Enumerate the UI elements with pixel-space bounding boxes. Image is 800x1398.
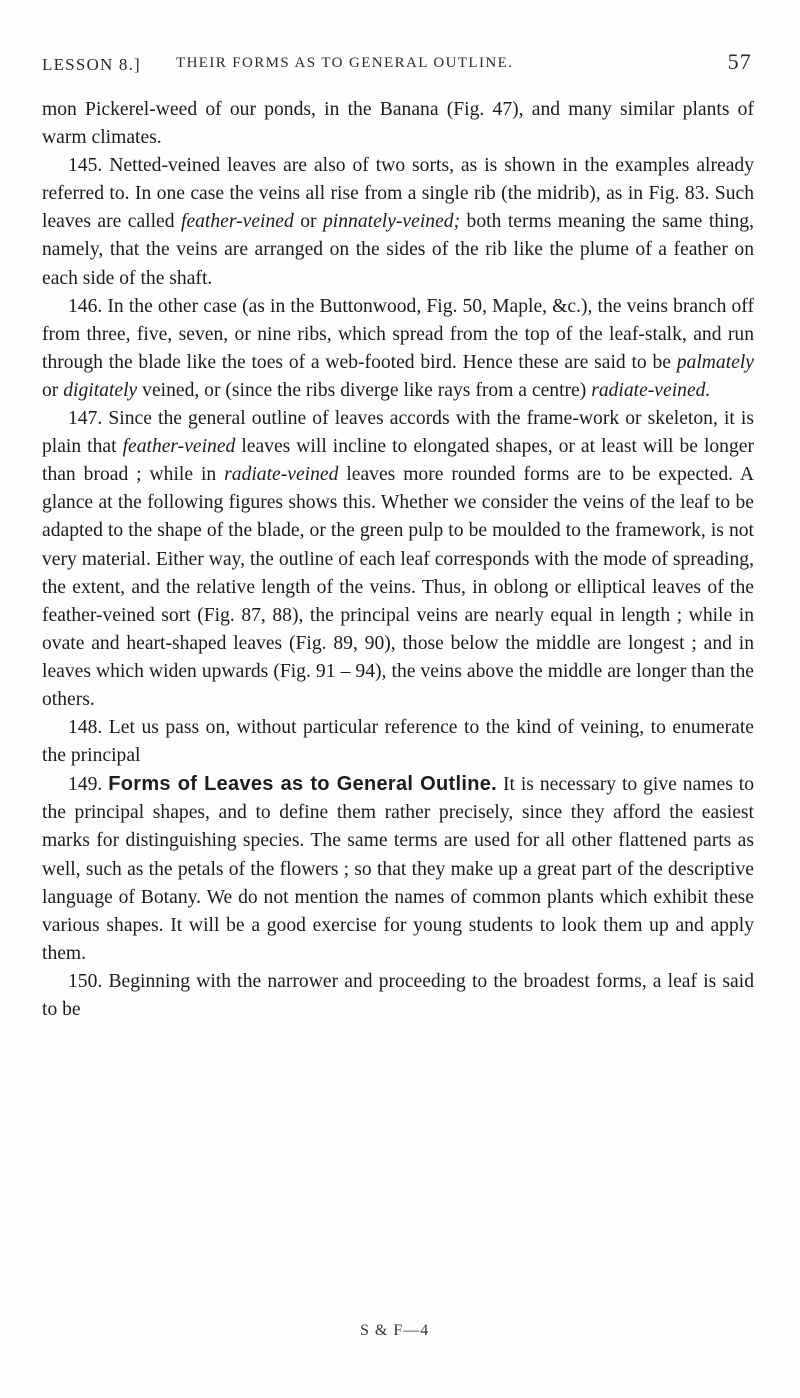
chapter-title: THEIR FORMS AS TO GENERAL OUTLINE. (176, 55, 514, 71)
page-number: 57 (727, 49, 752, 74)
running-head (42, 49, 752, 95)
printer-signature: S & F—4 (360, 1322, 430, 1339)
paragraph-146: 146. In the other case (as in the Buttonwood, Fig. 50, Maple, &c.), the veins branch off from three, five, seven, or nine ribs, which spread from the top of the leaf-stalk, and run through the blade like the toes of a web-footed bird. Hence these are said to be palmately or digitately veined, or (since the ribs diverge like rays from a centre) radiate-veined. (42, 295, 754, 401)
paragraph-149: 149. Forms of Leaves as to General Outline. It is necessary to give names to the principal shapes, and to define them rather precisely, since they afford the easiest marks for distinguishing species. The same terms are used for all other flattened parts as well, such as the petals of the flowers ; so that they make up a great part of the descriptive language of Botany. We do not mention the names of common plants which exhibit these various shapes. It will be a good exercise for young students to look them up and apply them. (42, 773, 754, 964)
paragraph-147: 147. Since the general outline of leaves accords with the frame-work or skeleton, it is plain that feather-veined leaves will incline to elongated shapes, or at least will be longer than broad ; while in radiate-veined leaves more rounded forms are to be expected. A glance at the following figures shows this. Whether we consider the veins of the leaf to be adapted to the shape of the blade, or the green pulp to be moulded to the framework, is not very material. Either way, the outline of each leaf corresponds with the mode of spreading, the extent, and the relative length of the veins. Thus, in oblong or elliptical leaves of the feather-veined sort (Fig. 87, 88), the principal veins are nearly equal in length ; while in ovate and heart-shaped leaves (Fig. 89, 90), those below the middle are longest ; and in leaves which widen upwards (Fig. 91 – 94), the veins above the middle are longer than the others. (42, 408, 754, 710)
paragraph-continuation: mon Pickerel-weed of our ponds, in the Banana (Fig. 47), and many similar plants of warm climates. (42, 99, 754, 149)
paragraph-148: 148. Let us pass on, without particular reference to the kind of veining, to enumerate the principal (42, 717, 754, 767)
body-text (42, 96, 754, 1024)
paragraph-150: 150. Beginning with the narrower and proceeding to the broadest forms, a leaf is said to be (42, 970, 754, 1020)
section-heading: Forms of Leaves as to General Outline. (108, 773, 498, 796)
paragraph-145: 145. Netted-veined leaves are also of two sorts, as is shown in the examples already referred to. In one case the veins all rise from a single rib (the midrib), as in Fig. 83. Such leaves are called feather-veined or pinnately-veined; both terms meaning the same thing, namely, that the veins are arranged on the sides of the rib like the plume of a feather on each side of the shaft. (42, 155, 754, 289)
lesson-label: LESSON 8.] (42, 55, 141, 74)
